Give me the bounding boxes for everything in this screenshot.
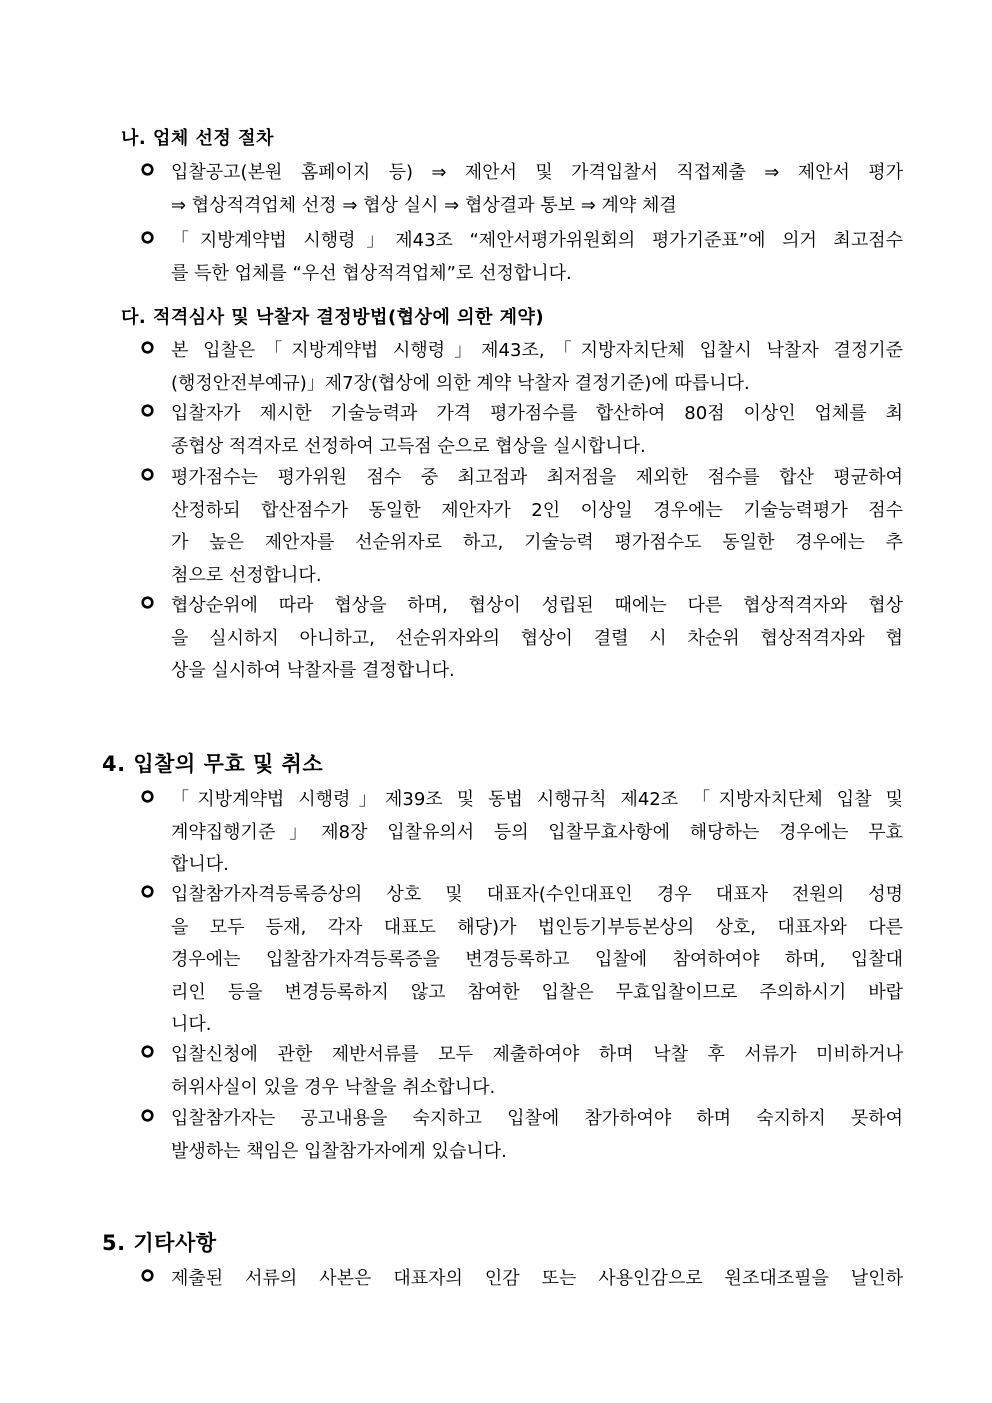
text-line: 을 모두 등재, 각자 대표도 해당)가 법인등기부등본상의 상호, 대표자와 다른 — [171, 916, 903, 938]
list-item — [141, 590, 903, 688]
bullet-circle-icon — [141, 231, 154, 244]
text-line: 「지방계약법 시행령」제39조 및 동법 시행규칙 제42조 「지방자치단체 입찰 및 — [171, 789, 903, 810]
text-line: 발생하는 책임은 입찰참가자에게 있습니다. — [171, 1140, 507, 1162]
text-line: 산정하되 합산점수가 동일한 제안자가 2인 이상일 경우에는 기술능력평가 점수 — [171, 499, 903, 521]
text-line: 합니다. — [171, 854, 229, 875]
text-line: 경우에는 입찰참가자격등록증을 변경등록하고 입찰에 참여하여야 하며, 입찰대 — [171, 949, 903, 970]
text-line: 니다. — [171, 1014, 212, 1035]
list-item — [141, 225, 903, 290]
text-line: 「지방계약법 시행령」제43조 “제안서평가위원회의 평가기준표”에 의거 최고점수 — [171, 230, 903, 251]
text-line: 를 득한 업체를 “우선 협상적격업체”로 선정합니다. — [171, 262, 572, 284]
bullet-circle-icon — [141, 468, 154, 481]
list-item — [141, 335, 903, 400]
heading-section-5: 5. 기타사항 — [102, 1231, 217, 1255]
text-line: ⇒ 협상적격업체 선정 ⇒ 협상 실시 ⇒ 협상결과 통보 ⇒ 계약 체결 — [171, 194, 677, 216]
text-line: 허위사실이 있을 경우 낙찰을 취소합니다. — [171, 1076, 496, 1098]
text-line: 본 입찰은「지방계약법 시행령」제43조,「지방자치단체 입찰시 낙찰자 결정기준 — [171, 340, 903, 361]
list-item — [141, 879, 903, 1042]
text-line: 제출된 서류의 사본은 대표자의 인감 또는 사용인감으로 원조대조필을 날인하 — [171, 1268, 903, 1289]
list-item — [141, 1263, 903, 1296]
list-item — [141, 157, 903, 222]
list-item — [141, 1039, 903, 1104]
bullet-circle-icon — [141, 885, 154, 898]
text-line: 을 실시하지 아니하고, 선순위자와의 협상이 결렬 시 차순위 협상적격자와 협 — [171, 627, 903, 649]
bullet-circle-icon — [141, 404, 154, 417]
text-line: 입찰신청에 관한 제반서류를 모두 제출하여야 하며 낙찰 후 서류가 미비하거나 — [171, 1044, 903, 1065]
text-line: 평가점수는 평가위원 점수 중 최고점과 최저점을 제외한 점수를 합산 평균하여 — [171, 467, 903, 488]
bullet-circle-icon — [141, 790, 154, 803]
list-item — [141, 398, 903, 463]
text-line: 종협상 적격자로 선정하여 고득점 순으로 협상을 실시합니다. — [171, 435, 646, 457]
list-item — [141, 784, 903, 882]
bullet-circle-icon — [141, 1109, 154, 1122]
bullet-circle-icon — [141, 596, 154, 609]
text-line: 입찰참가자격등록증상의 상호 및 대표자(수인대표인 경우 대표자 전원의 성명 — [171, 884, 903, 905]
heading-section-4: 4. 입찰의 무효 및 취소 — [102, 752, 324, 776]
list-item — [141, 462, 903, 592]
list-item — [141, 1103, 903, 1168]
bullet-circle-icon — [141, 163, 154, 176]
heading-na: 나. 업체 선정 절차 — [121, 128, 274, 149]
text-line: 첨으로 선정합니다. — [171, 564, 322, 586]
text-line: 협상순위에 따라 협상을 하며, 협상이 성립된 때에는 다른 협상적격자와 협상 — [171, 595, 903, 616]
text-line: 입찰자가 제시한 기술능력과 가격 평가점수를 합산하여 80점 이상인 업체를 최 — [171, 403, 903, 424]
text-line: (행정안전부예규)」제7장(협상에 의한 계약 낙찰자 결정기준)에 따릅니다. — [171, 372, 750, 394]
text-line: 가 높은 제안자를 선순위자로 하고, 기술능력 평가점수도 동일한 경우에는 추 — [171, 532, 903, 553]
bullet-circle-icon — [141, 1269, 154, 1282]
text-line: 계약집행기준」제8장 입찰유의서 등의 입찰무효사항에 해당하는 경우에는 무효 — [171, 821, 903, 843]
text-line: 입찰공고(본원 홈페이지 등) ⇒ 제안서 및 가격입찰서 직접제출 ⇒ 제안서 평가 — [171, 162, 903, 183]
bullet-circle-icon — [141, 341, 154, 354]
text-line: 리인 등을 변경등록하지 않고 참여한 입찰은 무효입찰이므로 주의하시기 바랍 — [171, 981, 903, 1003]
text-line: 상을 실시하여 낙찰자를 결정합니다. — [171, 660, 455, 681]
bullet-circle-icon — [141, 1045, 154, 1058]
heading-da: 다. 적격심사 및 낙찰자 결정방법(협상에 의한 계약) — [121, 307, 545, 328]
text-line: 입찰참가자는 공고내용을 숙지하고 입찰에 참가하여야 하며 숙지하지 못하여 — [171, 1108, 903, 1129]
